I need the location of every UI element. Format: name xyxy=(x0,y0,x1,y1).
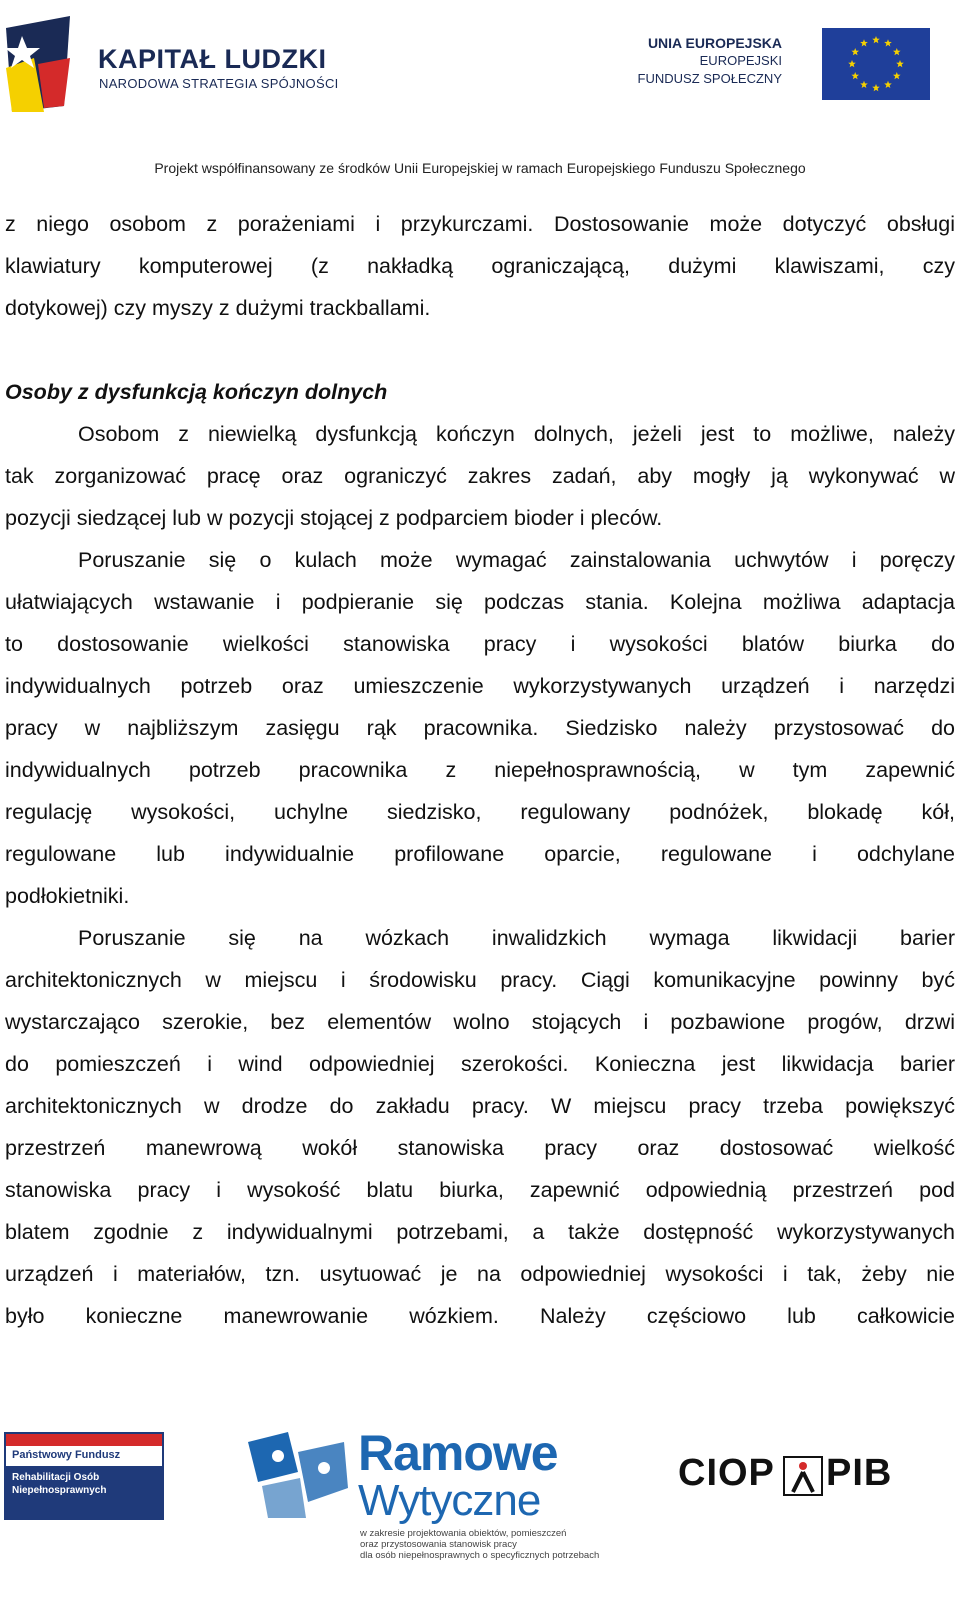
text-line: architektonicznych w miejscu i środowisku pracy. Ciągi komunikacyjne powinny być xyxy=(5,968,955,992)
text-line: Osobom z niewielką dysfunkcją kończyn dolnych, jeżeli jest to możliwe, należy xyxy=(78,422,955,446)
page-footer xyxy=(0,1420,960,1621)
text-line: blatem zgodnie z indywidualnymi potrzebami, a także dostępność wykorzystywanych xyxy=(5,1220,955,1244)
text-line: przestrzeń manewrową wokół stanowiska pracy oraz dostosować wielkość xyxy=(5,1136,955,1160)
section-heading: Osoby z dysfunkcją kończyn dolnych xyxy=(5,380,388,404)
text-line: dotykowej) czy myszy z dużymi trackballami. xyxy=(5,296,431,320)
paragraph-2 xyxy=(5,539,955,917)
text-line: regulowane lub indywidualnie profilowane oparcie, regulowane i odchylane xyxy=(5,842,955,866)
text-line: pozycji siedzącej lub w pozycji stojącej z podparciem bioder i pleców. xyxy=(5,506,663,530)
text-line: urządzeń i materiałów, tzn. usytuować je na odpowiedniej wysokości i tak, żeby nie xyxy=(5,1262,955,1286)
eu-text-block xyxy=(638,34,782,88)
ramowe-wytyczne-note xyxy=(360,1528,599,1561)
ciop-text: CIOP xyxy=(678,1452,775,1494)
text-line: indywidualnych potrzeb pracownika z niepełnosprawnością, w tym zapewnić xyxy=(5,758,955,782)
document-body xyxy=(5,203,955,1337)
pfron-name-line3: Niepełnosprawnych xyxy=(12,1485,107,1496)
text-line: do pomieszczeń i wind odpowiedniej szerokości. Konieczna jest likwidacja barier xyxy=(5,1052,955,1076)
text-line: pracy w najbliższym zasięgu rąk pracownika. Siedzisko należy przystosować do xyxy=(5,716,955,740)
paragraph-spacer xyxy=(5,329,955,371)
pfron-red-band xyxy=(6,1434,162,1446)
page-header xyxy=(0,0,960,190)
text-line: podłokietniki. xyxy=(5,884,130,908)
text-line: ułatwiających wstawanie i podpieranie się podczas stania. Kolejna możliwa adaptacja xyxy=(5,590,955,614)
efs-line2: FUNDUSZ SPOŁECZNY xyxy=(637,71,782,86)
pfron-name-line2: Rehabilitacji Osób xyxy=(12,1472,100,1483)
paragraph-3 xyxy=(5,917,955,1337)
text-line: architektonicznych w drodze do zakładu pracy. W miejscu pracy trzeba powiększyć xyxy=(5,1094,955,1118)
pib-text: PIB xyxy=(826,1452,893,1494)
text-line: to dostosowanie wielkości stanowiska pracy i wysokości blatów biurka do xyxy=(5,632,955,656)
text-line: indywidualnych potrzeb oraz umieszczenie wykorzystywanych urządzeń i narzędzi xyxy=(5,674,955,698)
text-line: stanowiska pracy i wysokość blatu biurka, zapewnić odpowiednią przestrzeń pod xyxy=(5,1178,955,1202)
text-line: Poruszanie się o kulach może wymagać zainstalowania uchwytów i poręczy xyxy=(78,548,955,572)
text-line: z niego osobom z porażeniami i przykurczami. Dostosowanie może dotyczyć obsługi xyxy=(5,212,955,236)
eu-name: UNIA EUROPEJSKA xyxy=(647,35,782,51)
rw-note-line1: w zakresie projektowania obiektów, pomieszczeń xyxy=(360,1528,567,1539)
text-line: tak zorganizować pracę oraz ograniczyć zakres zadań, aby mogły ją wykonywać w xyxy=(5,464,955,488)
rw-note-line3: dla osób niepełnosprawnych o specyficznych potrzebach xyxy=(360,1550,600,1561)
pfron-name-lines xyxy=(12,1471,106,1497)
intro-paragraph xyxy=(5,203,955,329)
cofinance-notice: Projekt współfinansowany ze środków Unii Europejskiej w ramach Europejskiego Funduszu Społecznego xyxy=(154,160,806,176)
ciop-person-icon xyxy=(783,1456,823,1496)
text-line: było konieczne manewrowanie wózkiem. Należy częściowo lub całkowicie xyxy=(5,1304,955,1328)
eu-flag-icon xyxy=(822,28,930,100)
kapital-ludzki-logo-icon xyxy=(4,8,74,116)
efs-line1: EUROPEJSKI xyxy=(699,53,782,68)
kapital-ludzki-subtitle: NARODOWA STRATEGIA SPÓJNOŚCI xyxy=(99,76,339,91)
ramowe-wytyczne-mark-icon xyxy=(248,1432,348,1518)
text-line: Poruszanie się na wózkach inwalidzkich wymaga likwidacji barier xyxy=(78,926,955,950)
kapital-ludzki-title: KAPITAŁ LUDZKI xyxy=(98,44,327,74)
rw-note-line2: oraz przystosowania stanowisk pracy xyxy=(360,1539,517,1550)
text-line: klawiatury komputerowej (z nakładką ograniczającą, dużymi klawiszami, czy xyxy=(5,254,955,278)
ramowe-title: Ramowe xyxy=(358,1425,558,1481)
text-line: regulację wysokości, uchylne siedzisko, regulowany podnóżek, blokadę kół, xyxy=(5,800,955,824)
pfron-name-line1: Państwowy Fundusz xyxy=(12,1449,121,1461)
wytyczne-title: Wytyczne xyxy=(358,1476,541,1525)
paragraph-1 xyxy=(5,413,955,539)
ciop-pib-logo xyxy=(678,1452,928,1500)
pfron-logo xyxy=(4,1432,164,1520)
text-line: wystarczająco szerokie, bez elementów wolno stojących i pozbawione progów, drzwi xyxy=(5,1010,955,1034)
